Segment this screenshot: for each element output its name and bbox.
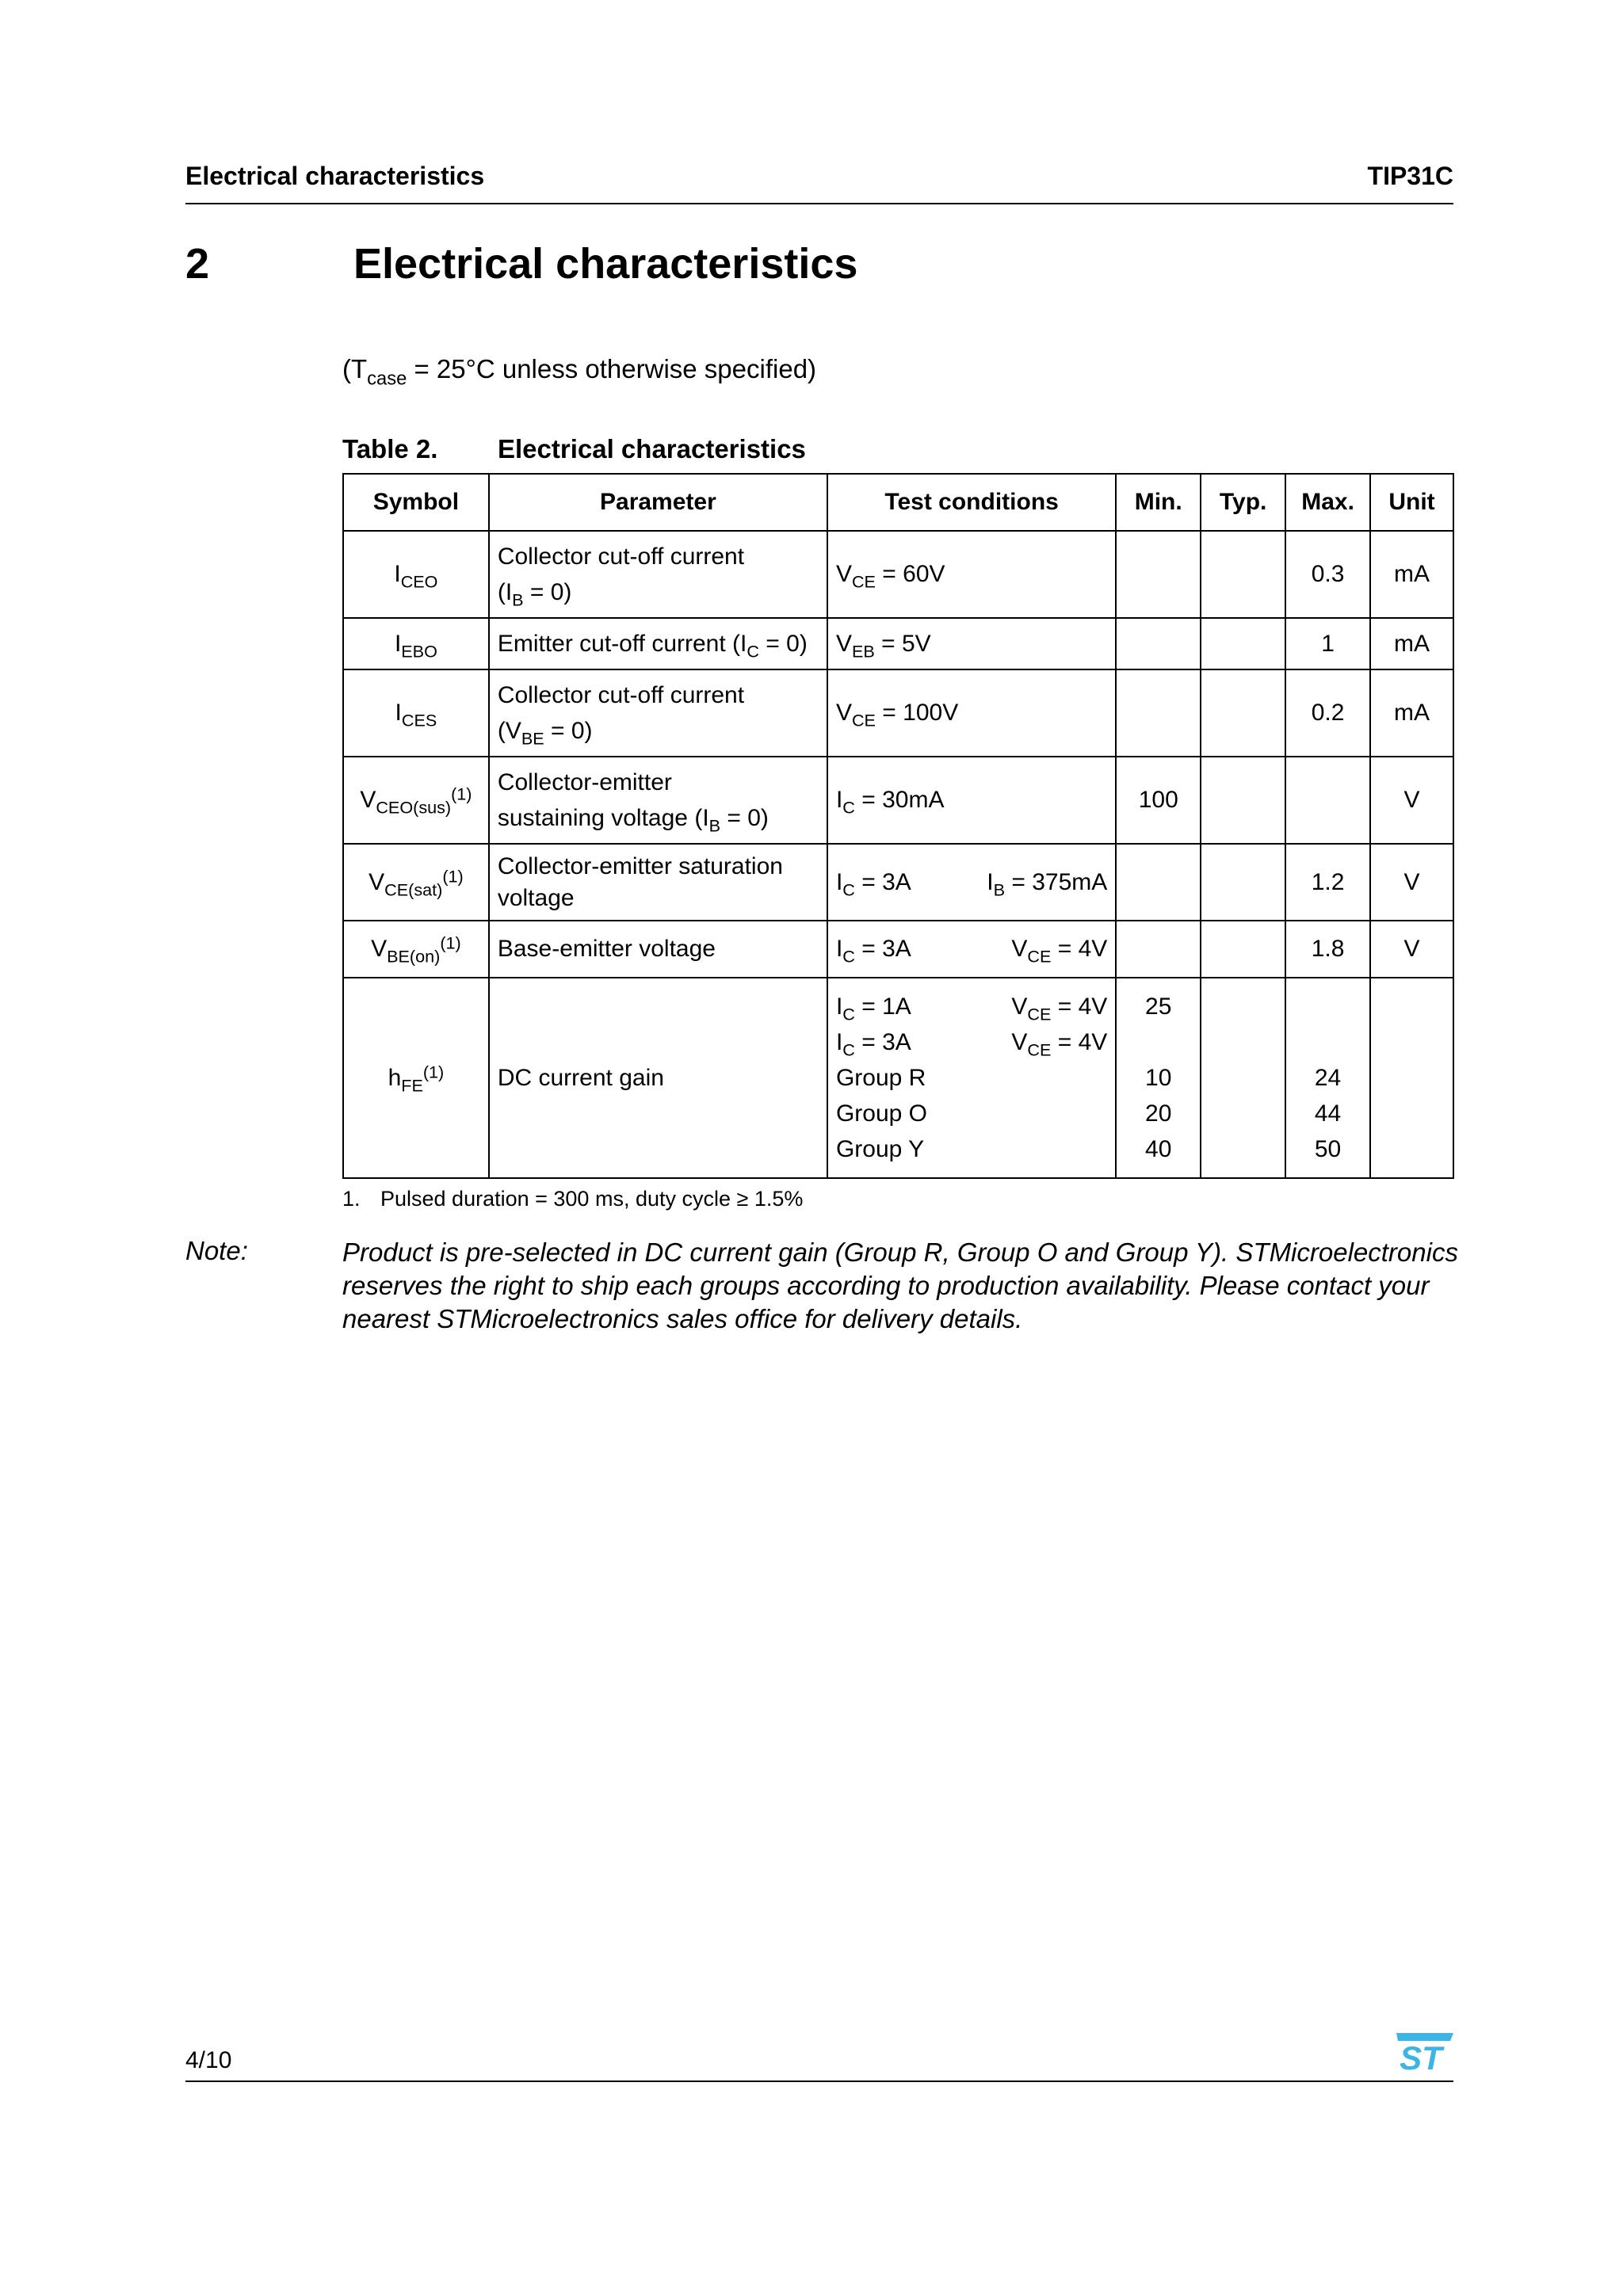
test-condition-cell <box>827 618 1116 669</box>
symbol-cell <box>343 844 489 921</box>
symbol-subscript: CEO <box>400 571 438 592</box>
table-caption <box>342 434 806 464</box>
table-row <box>343 669 1453 757</box>
test-condition-cell <box>827 531 1116 618</box>
parameter-cell <box>489 669 827 757</box>
page-number: 4/10 <box>185 2047 232 2073</box>
unit-cell: mA <box>1370 618 1453 669</box>
symbol-text: V <box>360 787 376 813</box>
header-rule <box>185 203 1453 204</box>
typ-cell <box>1201 757 1285 844</box>
table-title: Electrical characteristics <box>498 434 806 463</box>
parameter-line: Collector-emitter <box>497 769 672 795</box>
min-value: 20 <box>1145 1100 1172 1127</box>
min-value: 40 <box>1145 1136 1172 1162</box>
max-value: 24 <box>1314 1065 1342 1091</box>
parameter-text: sustaining voltage (I <box>497 805 709 831</box>
tc-subscript: CE <box>851 710 876 730</box>
col-header-symbol: Symbol <box>343 474 489 531</box>
min-cell <box>1116 844 1201 921</box>
parameter-cell <box>489 531 827 618</box>
tc-left <box>835 868 911 900</box>
footnote-text: Pulsed duration = 300 ms, duty cycle <box>380 1187 737 1211</box>
footnote-text: 1.5% <box>748 1187 804 1211</box>
symbol-cell <box>343 531 489 618</box>
min-value <box>1125 1024 1192 1060</box>
tc-text: V <box>1011 994 1028 1020</box>
tc-text: V <box>835 630 852 657</box>
min-value: 25 <box>1145 994 1172 1020</box>
symbol-text: I <box>395 700 402 726</box>
st-logo-svg <box>1388 2033 1453 2074</box>
max-cell: 0.2 <box>1285 669 1370 757</box>
tc-text: I <box>835 868 843 895</box>
parameter-text: = 0) <box>720 805 769 831</box>
symbol-subscript: FE <box>401 1075 423 1096</box>
max-value <box>1294 1024 1361 1060</box>
min-cell <box>1116 669 1201 757</box>
parameter-line <box>498 574 819 610</box>
parameter-line: voltage <box>497 884 575 911</box>
tc-text: = 3A <box>854 868 911 895</box>
conditions-subscript: case <box>367 368 407 390</box>
header-part-number: TIP31C <box>1367 162 1453 190</box>
table-row <box>343 921 1453 978</box>
typ-cell <box>1201 531 1285 618</box>
footnote-number: 1. <box>342 1187 361 1211</box>
parameter-cell <box>489 757 827 844</box>
col-header-test-conditions: Test conditions <box>827 474 1116 531</box>
parameter-text: (V <box>497 718 521 744</box>
symbol-text: I <box>394 561 401 587</box>
symbol-text: I <box>394 630 402 657</box>
test-conditions-note <box>342 354 817 390</box>
parameter-subscript: B <box>512 589 524 610</box>
test-condition-cell <box>827 757 1116 844</box>
parameter-line: Collector cut-off current <box>497 543 745 570</box>
max-value: 44 <box>1314 1100 1342 1127</box>
typ-cell <box>1201 978 1285 1178</box>
tc-subscript: EB <box>851 641 875 662</box>
tc-pair <box>835 868 1108 900</box>
footer-rule <box>185 2081 1453 2082</box>
typ-cell <box>1201 618 1285 669</box>
unit-cell: V <box>1370 844 1453 921</box>
note-label: Note: <box>185 1236 248 1265</box>
parameter-cell <box>489 618 827 669</box>
max-cell: 1.2 <box>1285 844 1370 921</box>
parameter-cell: DC current gain <box>489 978 827 1178</box>
col-header-typ: Typ. <box>1201 474 1285 531</box>
header-section-title: Electrical characteristics <box>185 162 485 190</box>
tc-subscript: CE <box>1027 1004 1052 1024</box>
tc-left <box>835 936 911 967</box>
footnote-marker: (1) <box>442 865 464 886</box>
footnote-symbol: ≥ <box>736 1187 749 1211</box>
tc-text: = 1A <box>854 994 911 1020</box>
min-cell <box>1116 978 1201 1178</box>
footnote-marker: (1) <box>422 1061 445 1081</box>
tc-text: I <box>835 787 843 813</box>
max-cell: 1 <box>1285 618 1370 669</box>
tc-text: V <box>835 561 852 587</box>
parameter-text: = 0) <box>523 579 572 605</box>
st-logo-icon <box>1388 2033 1453 2074</box>
tc-left <box>836 989 911 1024</box>
tc-text: = 4V <box>1051 1029 1108 1055</box>
max-cell <box>1285 978 1370 1178</box>
tc-pair <box>836 989 1107 1024</box>
min-cell <box>1116 531 1201 618</box>
tc-right <box>1011 936 1108 967</box>
parameter-subscript: B <box>708 815 721 836</box>
test-condition-cell <box>827 844 1116 921</box>
min-cell <box>1116 618 1201 669</box>
parameter-text: (I <box>497 579 513 605</box>
parameter-line: Collector cut-off current <box>497 682 745 708</box>
tc-text: I <box>835 1029 843 1055</box>
table-number: Table 2. <box>342 434 438 463</box>
parameter-text: Emitter cut-off current (I <box>497 630 747 657</box>
tc-right <box>987 868 1108 900</box>
symbol-text: V <box>369 868 385 895</box>
electrical-characteristics-table <box>342 473 1454 1179</box>
tc-text: = 375mA <box>1005 868 1108 895</box>
col-header-min: Min. <box>1116 474 1201 531</box>
table-row <box>343 618 1453 669</box>
parameter-text: = 0) <box>544 718 593 744</box>
test-condition-cell <box>827 921 1116 978</box>
tc-text: = 4V <box>1051 936 1108 962</box>
tc-text: = 5V <box>874 630 931 657</box>
footnote-marker: (1) <box>440 933 461 953</box>
tc-text: V <box>1011 1029 1028 1055</box>
parameter-line: Collector-emitter saturation <box>497 852 783 879</box>
st-logo-text: ST <box>1400 2039 1442 2074</box>
unit-cell: V <box>1370 921 1453 978</box>
table-footnote <box>342 1187 803 1211</box>
min-cell <box>1116 921 1201 978</box>
symbol-subscript: CES <box>401 710 437 730</box>
col-header-unit: Unit <box>1370 474 1453 531</box>
min-cell: 100 <box>1116 757 1201 844</box>
tc-subscript: CE <box>851 571 876 592</box>
table-row <box>343 531 1453 618</box>
table-header-row <box>343 474 1453 531</box>
tc-left <box>836 1024 911 1060</box>
symbol-text: V <box>371 936 388 962</box>
unit-cell <box>1370 978 1453 1178</box>
conditions-text-rest: = 25°C unless otherwise specified) <box>407 354 817 383</box>
unit-cell: V <box>1370 757 1453 844</box>
group-label: Group O <box>835 1100 927 1127</box>
symbol-text: h <box>388 1064 402 1091</box>
symbol-subscript: EBO <box>401 641 437 662</box>
parameter-cell <box>489 844 827 921</box>
parameter-subscript: BE <box>521 728 544 749</box>
max-value <box>1294 989 1361 1024</box>
symbol-subscript: CEO(sus) <box>376 797 452 818</box>
parameter-line <box>498 800 819 836</box>
tc-right <box>1011 989 1107 1024</box>
tc-subscript: CE <box>1027 1039 1052 1060</box>
min-value: 10 <box>1145 1065 1172 1091</box>
col-header-parameter: Parameter <box>489 474 827 531</box>
tc-subscript: CE <box>1027 946 1052 967</box>
tc-subscript: C <box>842 1039 855 1060</box>
tc-text: = 3A <box>854 936 911 962</box>
typ-cell <box>1201 669 1285 757</box>
table-row <box>343 978 1453 1178</box>
tc-text: V <box>835 700 852 726</box>
tc-text: = 3A <box>854 1029 911 1055</box>
tc-text: I <box>835 936 843 962</box>
footnote-marker: (1) <box>451 784 472 804</box>
symbol-cell <box>343 978 489 1178</box>
tc-text: I <box>987 868 994 895</box>
symbol-cell <box>343 669 489 757</box>
group-label: Group R <box>835 1065 926 1091</box>
unit-cell: mA <box>1370 669 1453 757</box>
tc-subscript: B <box>993 879 1006 900</box>
parameter-cell: Base-emitter voltage <box>489 921 827 978</box>
tc-subscript: C <box>842 797 855 818</box>
max-value: 50 <box>1314 1136 1342 1162</box>
tc-right <box>1011 1024 1107 1060</box>
note-text: Product is pre-selected in DC current gain (Group R, Group O and Group Y). STMicroelectronics reserves the right to ship each groups according to production availability. Please contact your nearest STMicroelectronics sales office for delivery details. <box>342 1238 1458 1333</box>
symbol-subscript: CE(sat) <box>384 879 443 900</box>
section-title: Electrical characteristics <box>353 240 858 288</box>
tc-pair <box>835 936 1108 967</box>
symbol-cell <box>343 757 489 844</box>
parameter-text: = 0) <box>758 630 808 657</box>
max-cell: 0.3 <box>1285 531 1370 618</box>
test-condition-cell <box>827 669 1116 757</box>
group-label: Group Y <box>835 1136 925 1162</box>
table-row <box>343 757 1453 844</box>
typ-cell <box>1201 921 1285 978</box>
tc-text: V <box>1011 936 1028 962</box>
parameter-line <box>498 713 819 749</box>
tc-text: = 100V <box>875 700 959 726</box>
tc-text: = 60V <box>875 561 945 587</box>
symbol-subscript: BE(on) <box>387 946 441 967</box>
tc-text: = 4V <box>1051 994 1108 1020</box>
section-number: 2 <box>185 240 210 288</box>
max-cell: 1.8 <box>1285 921 1370 978</box>
symbol-cell <box>343 921 489 978</box>
symbol-cell <box>343 618 489 669</box>
tc-subscript: C <box>842 946 855 967</box>
typ-cell <box>1201 844 1285 921</box>
tc-text: I <box>835 994 843 1020</box>
tc-text: = 30mA <box>854 787 945 813</box>
conditions-text: (T <box>342 354 368 383</box>
unit-cell: mA <box>1370 531 1453 618</box>
col-header-max: Max. <box>1285 474 1370 531</box>
test-condition-cell <box>827 978 1116 1178</box>
tc-subscript: C <box>842 1004 855 1024</box>
tc-subscript: C <box>842 879 855 900</box>
max-cell <box>1285 757 1370 844</box>
tc-pair <box>836 1024 1107 1060</box>
table-row <box>343 844 1453 921</box>
parameter-subscript: C <box>747 641 759 662</box>
